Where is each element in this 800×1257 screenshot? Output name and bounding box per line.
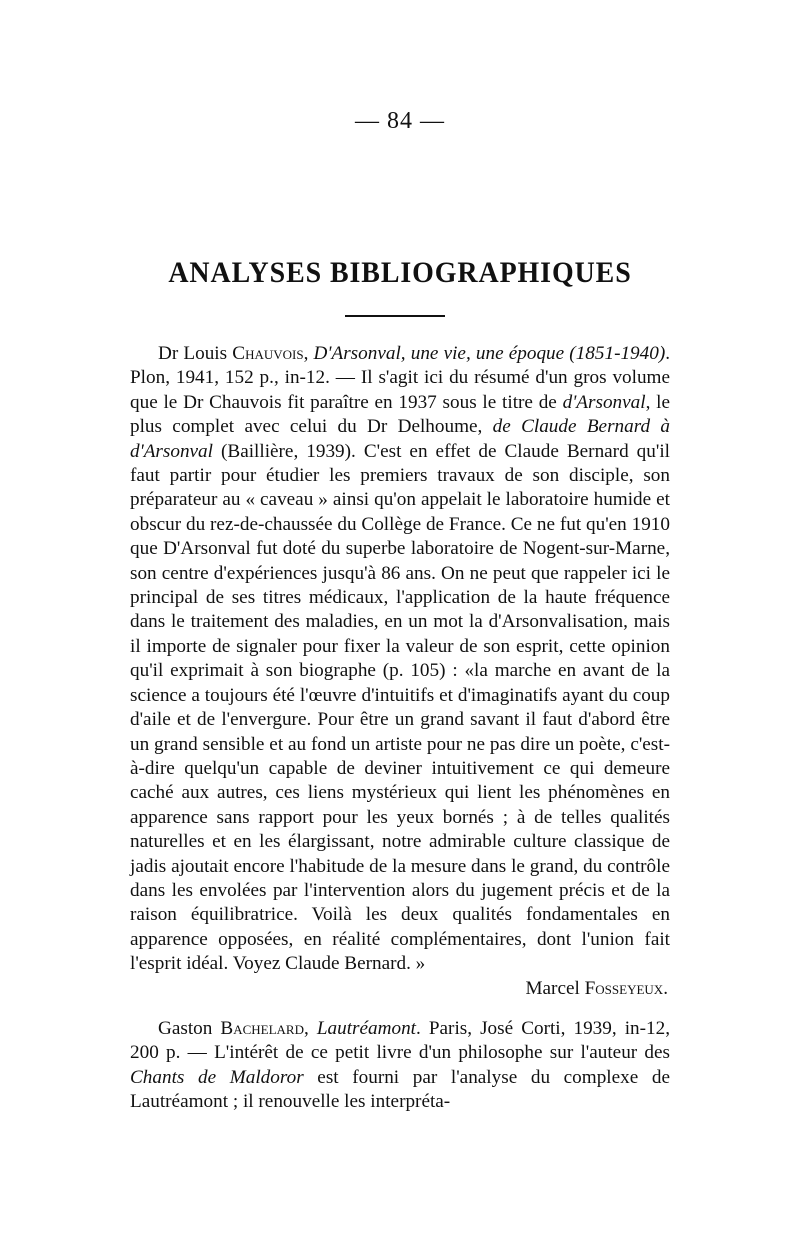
- reviewer-signature: [130, 977, 670, 1001]
- book-title: de Claude Bernard à d'Arsonval: [130, 416, 670, 462]
- body-text: [130, 342, 670, 1115]
- text-run: Gaston: [158, 1017, 221, 1039]
- text-run: , le plus complet avec celui du Dr Delhoume,: [130, 391, 670, 438]
- text-run: Dr Louis: [158, 343, 233, 364]
- review-paragraph: [130, 1017, 670, 1115]
- book-title: Chants de Maldoror: [130, 1066, 304, 1088]
- text-run: . Paris, José Corti, 1939, in-12, 200 p. — L'intérêt de ce petit livre d'un philosophe sur l'auteur des: [130, 1017, 671, 1064]
- book-title: Lautréamont: [316, 1017, 417, 1039]
- book-title: D'Arsonval, une vie, une époque (1851-1940): [313, 343, 666, 364]
- review-paragraph: [130, 342, 670, 977]
- page-number: — 84 —: [355, 108, 445, 134]
- signature-last: Fosseyeux.: [584, 977, 668, 999]
- text-run: ,: [303, 343, 314, 364]
- heading-rule: [345, 315, 445, 317]
- author-name: Bachelard: [220, 1017, 304, 1039]
- text-run: (Baillière, 1939). C'est en effet de Claude Bernard qu'il faut partir pour étudier les premiers travaux de son disciple, son préparateur au « caveau » ainsi qu'on appelait le laboratoire humide et obscur du rez-de-chaussée du Collège de France. Ce ne fut qu'en 1910 que D'Arsonval fut doté du superbe laboratoire de Nogent-sur-Marne, son centre d'expériences jusqu'à 86 ans. On ne peut que rappeler ici le principal de ses titres médicaux, l'application de la haute fréquence dans le traitement des maladies, en un mot la d'Arsonvalisation, mais il importe de signaler pour fixer la valeur de son esprit, cette opinion qu'il exprimait à son biographe (p. 105) : «la marche en avant de la science a toujours été l'œuvre d'intuitifs et d'imaginatifs ayant du coup d'aile et de l'envergure. Pour être un grand savant il faut d'abord être un grand sensible et au fond un artiste pour ne pas dire un poète, c'est-à-dire quelqu'un capable de deviner intuitivement ce qui demeure caché aux autres, ces liens mystérieux qui lient les phénomènes en apparence sans rapport pour les yeux bornés ; à de telles qualités naturelles et en les élargissant, notre admirable culture classique de jadis ajoutait encore l'habitude de la mesure dans le grand, du contrôle dans les envolées par l'intervention alors du jugement précis et de la raison équilibratrice. Voilà les deux qualités fondamentales en apparence opposées, en réalité complémentaires, dont l'union fait l'esprit idéal. Voyez Claude Bernard. »: [130, 440, 670, 975]
- author-name: Chauvois: [232, 343, 304, 364]
- signature-first: Marcel: [525, 977, 585, 999]
- text-run: est fourni par l'analyse du complexe de Lautréamont ; il renouvelle les interpréta-: [130, 1066, 670, 1113]
- text-run: ,: [304, 1017, 317, 1039]
- book-title: d'Arsonval: [562, 391, 646, 413]
- section-heading: ANALYSES BIBLIOGRAPHIQUES: [168, 256, 632, 289]
- text-run: . Plon, 1941, 152 p., in-12. — Il s'agit ici du résumé d'un gros volume que le Dr Chauvois fit paraître en 1937 sous le titre de: [130, 343, 671, 413]
